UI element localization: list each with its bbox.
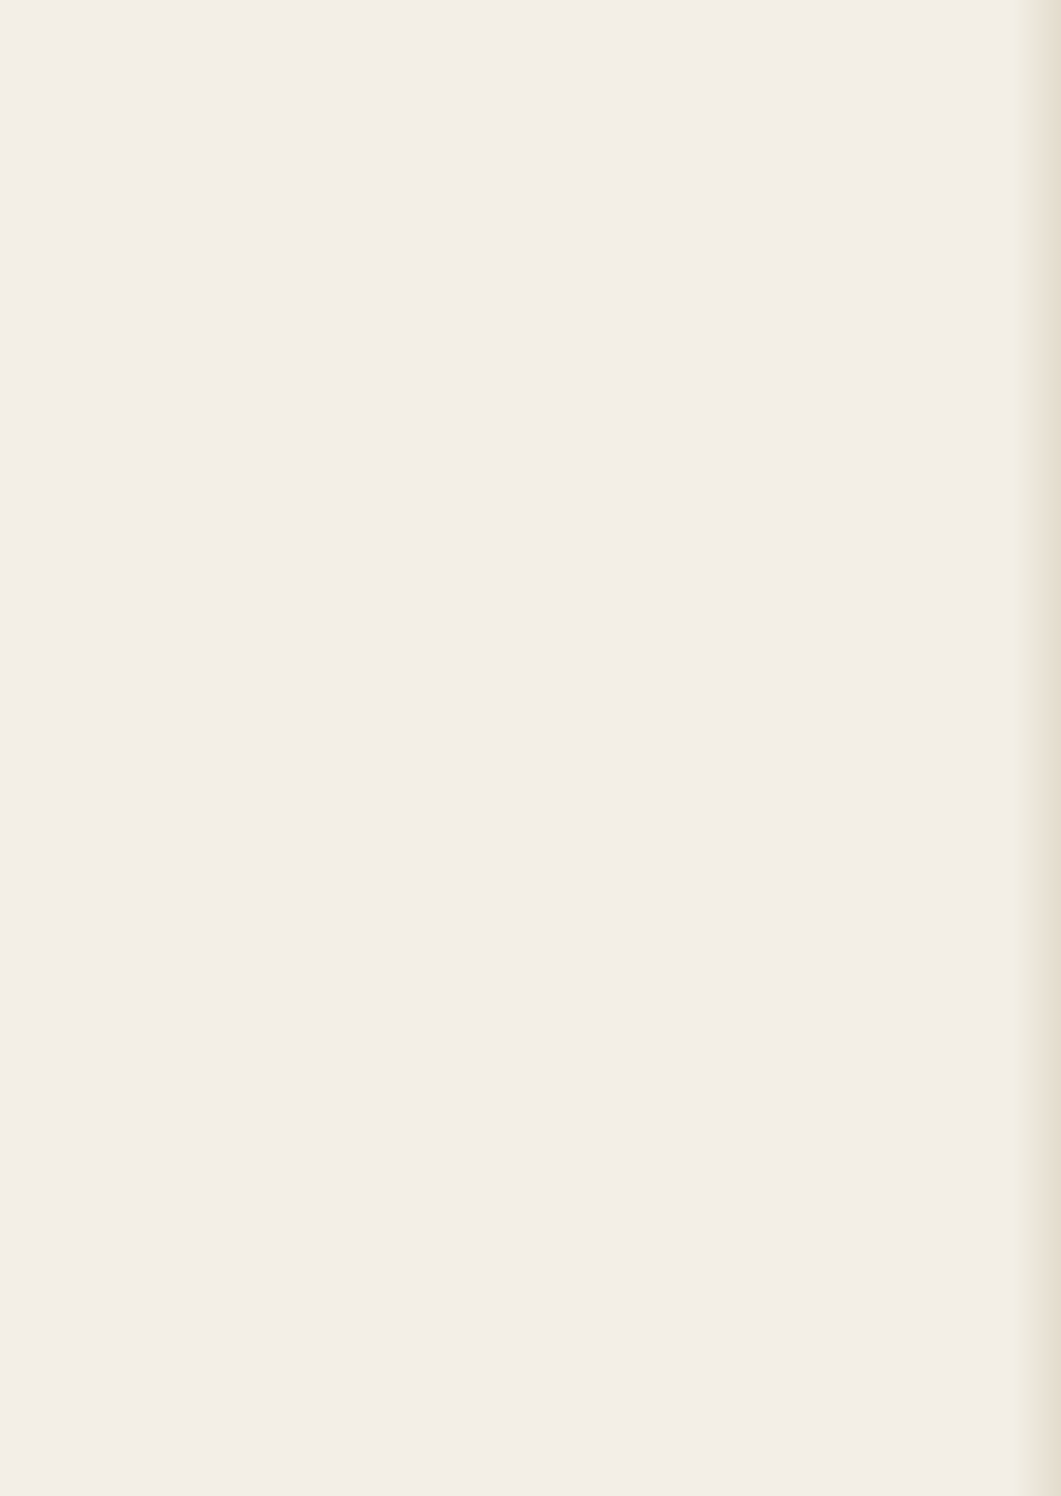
text-block-3 [72,808,960,1090]
text-block-2 [72,502,960,784]
paper-edge [1013,0,1061,1496]
text-block-1 [72,212,960,480]
text-block-4 [72,1114,960,1384]
